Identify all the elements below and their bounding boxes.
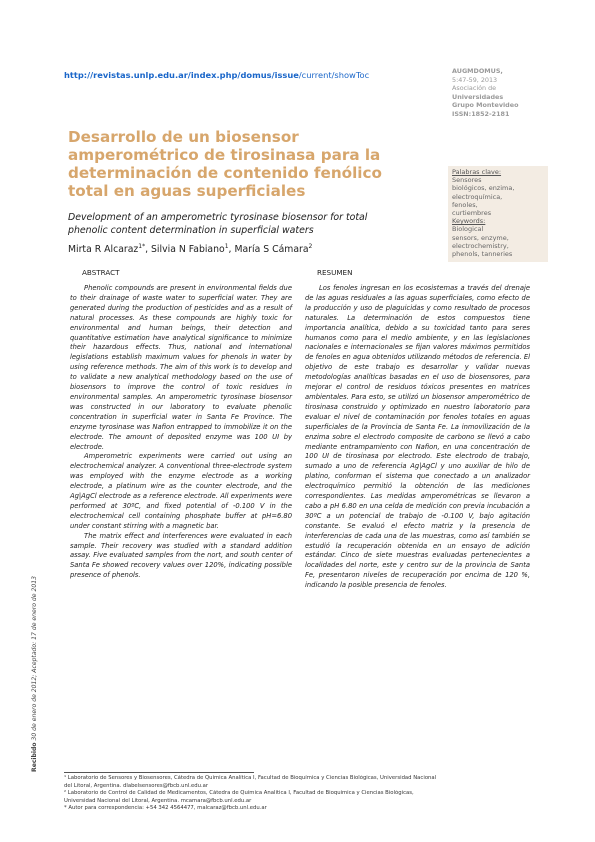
footnote-line: del Litoral, Argentina. dlabelsensores@fbcb.unl.edu.ar <box>64 782 209 789</box>
abstract-paragraph: Phenolic compounds are present in environmental fields due to their drainage of waste water to superficial water. They are generated during the production of pesticides and as a result of natural processes. As these compounds are highly toxic for environmental and human beings, their detection and quantitative estimation have analytical significance to minimize their hazardous effects. Thus, national and international legislations establish maximum values for phenols in water by using reference methods. The aim of this work is to develop and to validate a new analytical methodology based on the use of biosensors to improve the control of toxic residues in environmental samples. An amperometric tyrosinase biosensor was constructed in our laboratory to evaluate phenolic concentration in superficial water in Santa Fe Province. The enzyme tyrosinase was Nafion entrapped to immobilize it on the electrode. The amount of deposited enzyme was 100 UI by electrode. <box>70 284 292 451</box>
article-title <box>68 128 438 200</box>
received-accepted-dates <box>31 576 38 772</box>
url-bold-part[interactable]: http://revistas.unlp.edu.ar/index.php/domus/issue <box>64 70 299 80</box>
keyword-line: fenoles, <box>452 200 478 209</box>
resumen-heading: RESUMEN <box>317 268 353 277</box>
keywords-es-label: Palabras clave: <box>452 168 502 176</box>
journal-line: Universidades <box>452 92 504 101</box>
author-affiliation: 1* <box>138 243 146 250</box>
footnotes <box>64 775 544 813</box>
author-name: , Silvia N Fabiano <box>145 244 225 256</box>
resumen-column <box>305 268 530 591</box>
author-affiliation: 2 <box>308 243 313 250</box>
abstract-paragraph: Amperometric experiments were carried out using an electrochemical analyzer. A conventional three-electrode system was employed with the enzyme electrode as a working electrode, a platinum wire as the counter electrode, and the Ag|AgCl electrode as a reference electrode. All experiments were performed at 30ºC, and fixed potential of -0.100 V in the electrochemical cell containing phosphate buffer at pH=6.80 under constant stirring with a magnetic bar. <box>70 452 292 530</box>
abstract-paragraph: The matrix effect and interferences were evaluated in each sample. Their recovery was studied with a standard addition assay. Five evaluated samples from the nort, and south center of Santa Fe showed recovery values over 120%, indicating possible presence of phenols. <box>70 531 292 580</box>
journal-line: Asociación de <box>452 84 497 93</box>
author-name: Mirta R Alcaraz <box>68 244 139 256</box>
author-name: , María S Cámara <box>228 244 309 256</box>
keyword-line: Sensores <box>452 176 482 185</box>
keywords-en-label: Keywords: <box>452 217 486 226</box>
keywords-box <box>448 166 548 262</box>
keyword-line: electrochemistry, <box>452 241 509 250</box>
title-line: total en aguas superficiales <box>68 182 306 200</box>
journal-url[interactable] <box>64 70 369 80</box>
journal-info <box>452 67 552 119</box>
title-line: Desarrollo de un biosensor <box>68 128 299 146</box>
subtitle-line: phenolic content determination in superficial waters <box>68 224 314 236</box>
author-affiliation: 1 <box>224 243 229 250</box>
keyword-line: electroquímica, <box>452 192 503 201</box>
journal-line: Grupo Montevideo <box>452 101 519 110</box>
abstract-heading: ABSTRACT <box>82 268 120 277</box>
title-line: determinación de contenido fenólico <box>68 164 382 182</box>
footnote-line: * Autor para correspondencia: +54 342 4564477, malcaraz@fbcb.unl.edu.ar <box>64 805 267 812</box>
subtitle-line: Development of an amperometric tyrosinase biosensor for total <box>68 212 368 223</box>
footnote-line: ¹ Laboratorio de Sensores y Biosensores, Cátedra de Química Analítica I, Facultad de Bioquímica y Ciencias Biológicas, Universidad Nacional <box>64 775 437 781</box>
journal-line: AUGMDOMUS, <box>452 67 503 75</box>
dates-text: 30 de enero de 2012; Aceptado: 17 de enero de 2013 <box>31 576 38 743</box>
title-line: amperométrico de tirosinasa para la <box>68 146 381 164</box>
abstract-column <box>70 268 292 581</box>
keyword-line: Biological <box>452 225 484 234</box>
journal-line: 5:47-59, 2013 <box>452 75 498 84</box>
journal-line: ISSN:1852-2181 <box>452 109 510 118</box>
resumen-paragraph: Los fenoles ingresan en los ecosistemas a través del drenaje de las aguas residuales a las aguas superficiales, como efecto de la producción y uso de plaguicidas y como resultado de procesos naturales. La determinación de estos compuestos tiene importancia analítica, debido a su toxicidad tanto para seres humanos como para el medio ambiente, y en las legislaciones nacionales e internacionales se fijan valores máximos permitidos de fenoles en agua obtenidos utilizando métodos de referencia. El objetivo de este trabajo es desarrollar y validar nuevas metodologías analíticas basadas en el uso de biosensores, para mejorar el control de residuos tóxicos presentes en matrices ambientales. Para esto, se utilizó un biosensor amperométrico de tirosinasa construido y optimizado en nuestro laboratorio para evaluar el nivel de contaminación por fenoles totales en aguas superficiales de la Provincia de Santa Fe. La inmovilización de la enzima sobre el electrodo composite de carbono se llevó a cabo mediante entrampamiento con Nafion, en una concentración de 100 UI de tirosinasa por electrodo. Este electrodo de trabajo, sumado a uno de referencia Ag|AgCl y uno auxiliar de hilo de platino, conforman el sistema que conectado a un analizador electroquímico permitió la obtención de las mediciones correspondientes. Las medidas amperométricas se llevaron a cabo a pH 6.80 en una celda de medición con previa incubación a 30ºC a un potencial de trabajo de -0.100 V, bajo agitación constante. Se evaluó el efecto matriz y la presencia de interferencias de cada una de las muestras, como así también se estudió la recuperación obtenida en un ensayo de adición estándar. Cinco de siete muestras evaluadas pertenecientes a localidades del norte, este y centro sur de la provincia de Santa Fe, presentaron niveles de recuperación por encima de 120 %, indicando la posible presencia de fenoles. <box>305 284 530 590</box>
keyword-line: sensors, enzyme, <box>452 233 509 242</box>
footnote-divider <box>64 772 254 773</box>
keyword-line: curtiembres <box>452 209 492 218</box>
author-list <box>68 243 312 255</box>
keyword-line: phenols, tanneries <box>452 250 513 259</box>
footnote-line: ² Laboratorio de Control de Calidad de Medicamentos, Cátedra de Química Analítica I, Facultad de Bioquímica y Ciencias Biológicas, <box>64 790 414 797</box>
received-label: Recibido <box>31 742 38 772</box>
footnote-line: Universidad Nacional del Litoral, Argentina. mcamara@fbcb.unl.edu.ar <box>64 797 252 804</box>
article-subtitle <box>68 212 448 237</box>
url-rest-part[interactable]: /current/showToc <box>298 70 370 80</box>
keyword-line: biológicos, enzima, <box>452 184 515 193</box>
